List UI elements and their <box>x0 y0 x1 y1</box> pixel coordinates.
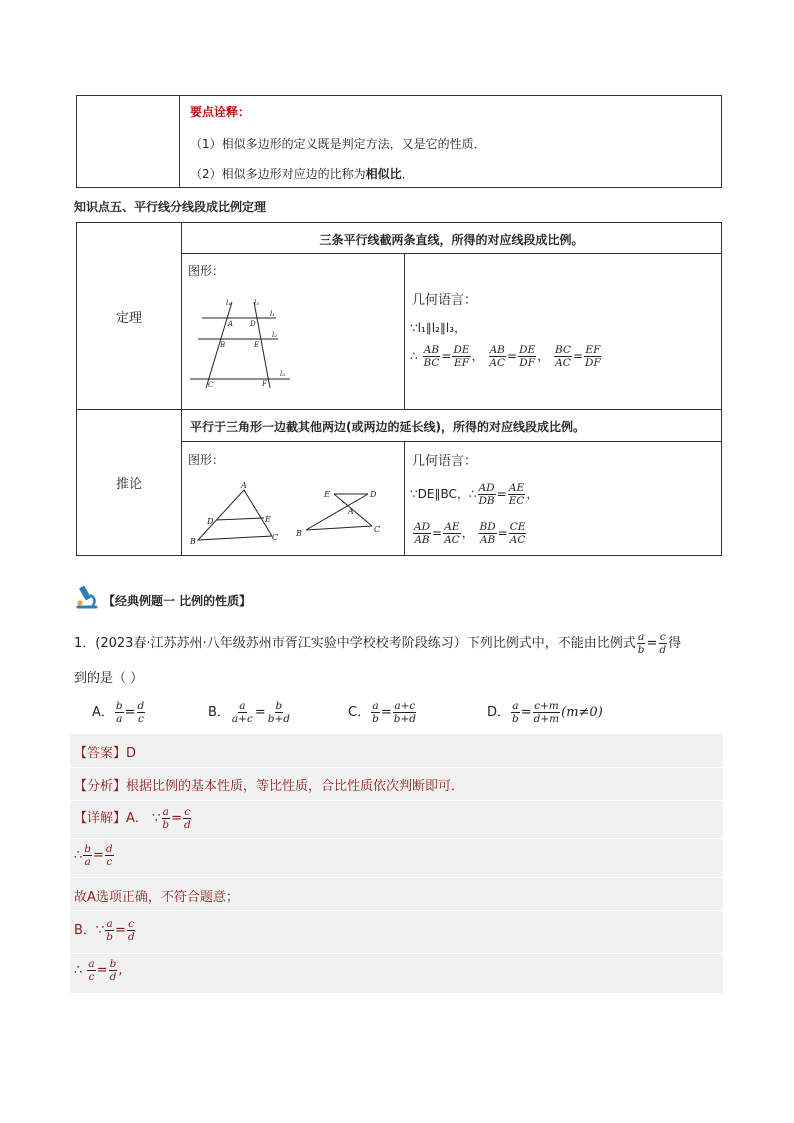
fig1-label-C: C <box>208 381 214 389</box>
answer-value: D <box>126 746 137 761</box>
answer-line <box>74 742 136 761</box>
fraction-AD-DB: $\frac{AD}{DB}$ <box>478 482 495 507</box>
example-title: 【经典例题一 比例的性质】 <box>103 594 252 608</box>
fig1-label-D: D <box>250 320 256 328</box>
fraction-DE-EF: $\frac{DE}{EF}$ <box>453 344 470 369</box>
fraction-AD-AB: $\frac{AD}{AB}$ <box>414 521 431 546</box>
similarity-ratio-term: 相似比 <box>365 167 402 181</box>
corollary-label: 推论 <box>115 477 142 492</box>
detail-A-conclusion: 故A选项正确，不符合题意； <box>74 890 239 905</box>
fig1-label-F: F <box>262 380 267 388</box>
option-B[interactable]: B． $\frac{a}{a+c}$ = $\frac{b}{b+d}$ <box>208 700 291 725</box>
fig3-label-A: A <box>348 507 354 516</box>
question-1-line-1: 1．(2023春·江苏苏州·八年级苏州市胥江实验中学校校考阶段练习）下列比例式中，不能由比例式 $\frac{a}{b}$ = $\frac{c}{d}$ 得 <box>74 631 682 656</box>
fraction-AE-AC: $\frac{AE}{AC}$ <box>444 521 460 546</box>
key-points-left-cell <box>77 96 180 188</box>
fig3-label-D: D <box>370 490 377 499</box>
fig1-label-l2: l₂ <box>272 331 278 339</box>
fig3-label-B: B <box>296 529 302 538</box>
fraction-a-b: $\frac{a}{b}$ <box>637 631 645 656</box>
corollary-statement: 平行于三角形一边截其他两边(或两边的延长线)，所得的对应线段成比例。 <box>190 420 585 434</box>
theorem-label-cell <box>77 223 182 410</box>
detail-B-therefore: ∴ $\frac{a}{c}$ = $\frac{b}{d}$ , <box>74 958 123 983</box>
fig2-label-E: E <box>265 515 271 524</box>
corollary-conclusion-2: $\frac{AD}{AB}$ = $\frac{AE}{AC}$ ， $\frac{BD}{AB}$ = $\frac{CE}{AC}$ <box>414 521 526 546</box>
fig1-label-A: A <box>228 320 234 328</box>
fraction-AB-AC: $\frac{AB}{AC}$ <box>489 344 506 369</box>
fraction-c-d: $\frac{c}{d}$ <box>659 631 667 656</box>
fraction-EF-DF: $\frac{EF}{DF}$ <box>585 344 601 369</box>
corollary-geo-label: 几何语言： <box>412 454 478 469</box>
question-1-line-2: 到的是（ ） <box>74 671 144 686</box>
fig1-label-l1: l₁ <box>270 310 276 318</box>
solution-block <box>70 734 723 993</box>
corollary-statement-cell <box>182 410 722 442</box>
option-C[interactable]: C． $\frac{a}{b}$ = $\frac{a+c}{b+d}$ <box>348 700 416 725</box>
analysis-line: 【分析】根据比例的基本性质，等比性质，合比性质依次判断即可． <box>74 779 465 794</box>
theorem-conclusion: ∴ $\frac{AB}{BC}$ = $\frac{DE}{EF}$ ， $\frac{AB}{AC}$ = $\frac{DE}{DF}$ ， $\frac{BC}{AC}$ = $\frac{EF}{DF}$ <box>410 344 601 369</box>
theorem-table <box>76 222 722 556</box>
option-A[interactable]: A． $\frac{b}{a}$ = $\frac{d}{c}$ <box>92 700 145 725</box>
microscope-icon <box>72 583 102 611</box>
fraction-DE-DF: $\frac{DE}{DF}$ <box>519 344 536 369</box>
fig2-label-D: D <box>207 517 214 526</box>
key-points-title: 要点诠释： <box>190 105 251 119</box>
fig1-label-l5: l₅ <box>254 299 260 307</box>
option-D[interactable]: D． $\frac{a}{b}$ = $\frac{c+m}{d+m}$ (m≠0) <box>487 700 603 725</box>
fraction-BD-AB: $\frac{BD}{AB}$ <box>479 521 496 546</box>
triangle-ABC <box>198 490 272 540</box>
corollary-conclusion-1: ∵DE∥BC，∴ $\frac{AD}{DB}$ = $\frac{AE}{EC}$ ， <box>410 482 539 507</box>
theorem-statement: 三条平行线截两条直线，所得的对应线段成比例。 <box>319 232 584 247</box>
segment-DB <box>306 494 368 530</box>
fig2-label-A: A <box>241 481 247 490</box>
fig3-label-C: C <box>374 525 381 534</box>
corollary-figure-label: 图形： <box>188 453 225 467</box>
segment-BC <box>306 526 372 530</box>
fig1-label-l3: l₃ <box>280 370 286 378</box>
segment-DE <box>216 518 264 520</box>
line-l4 <box>206 302 232 388</box>
theorem-statement-cell <box>182 223 722 254</box>
fig1-label-E: E <box>254 341 260 349</box>
fig2-label-B: B <box>190 537 196 546</box>
detail-A-therefore: ∴ $\frac{b}{a}$ = $\frac{d}{c}$ <box>74 843 113 868</box>
triangle-figure <box>186 478 286 548</box>
fig1-label-B: B <box>220 341 226 349</box>
fraction-AE-EC: $\frac{AE}{EC}$ <box>508 482 525 507</box>
fig2-label-C: C <box>272 533 279 542</box>
section-heading: 知识点五、平行线分线段成比例定理 <box>74 200 267 214</box>
key-point-1: （1）相似多边形的定义既是判定方法，又是它的性质． <box>190 137 486 151</box>
key-point-2: （2）相似多边形对应边的比称为相似比． <box>190 167 414 181</box>
fraction-CE-AC: $\frac{CE}{AC}$ <box>509 521 526 546</box>
theorem-figure-label: 图形： <box>188 264 225 278</box>
theorem-condition: ∵l₁∥l₂∥l₃， <box>410 321 467 335</box>
theorem-label: 定理 <box>115 310 142 326</box>
detail-line-A: 【详解】A． ∵ $\frac{a}{b}$ = $\frac{c}{d}$ <box>74 806 191 831</box>
corollary-label-cell <box>77 410 182 556</box>
fraction-BC-AC: $\frac{BC}{AC}$ <box>555 344 571 369</box>
answer-tag: 【答案】 <box>74 746 127 761</box>
fig1-label-l4: l₄ <box>226 299 232 307</box>
hourglass-figure <box>292 484 392 542</box>
theorem-geo-label: 几何语言： <box>412 293 478 308</box>
detail-line-B: B．∵ $\frac{a}{b}$ = $\frac{c}{d}$ <box>74 918 135 943</box>
parallel-lines-figure <box>186 292 296 390</box>
fraction-AB-BC: $\frac{AB}{BC}$ <box>423 344 440 369</box>
fig3-label-E: E <box>324 490 330 499</box>
